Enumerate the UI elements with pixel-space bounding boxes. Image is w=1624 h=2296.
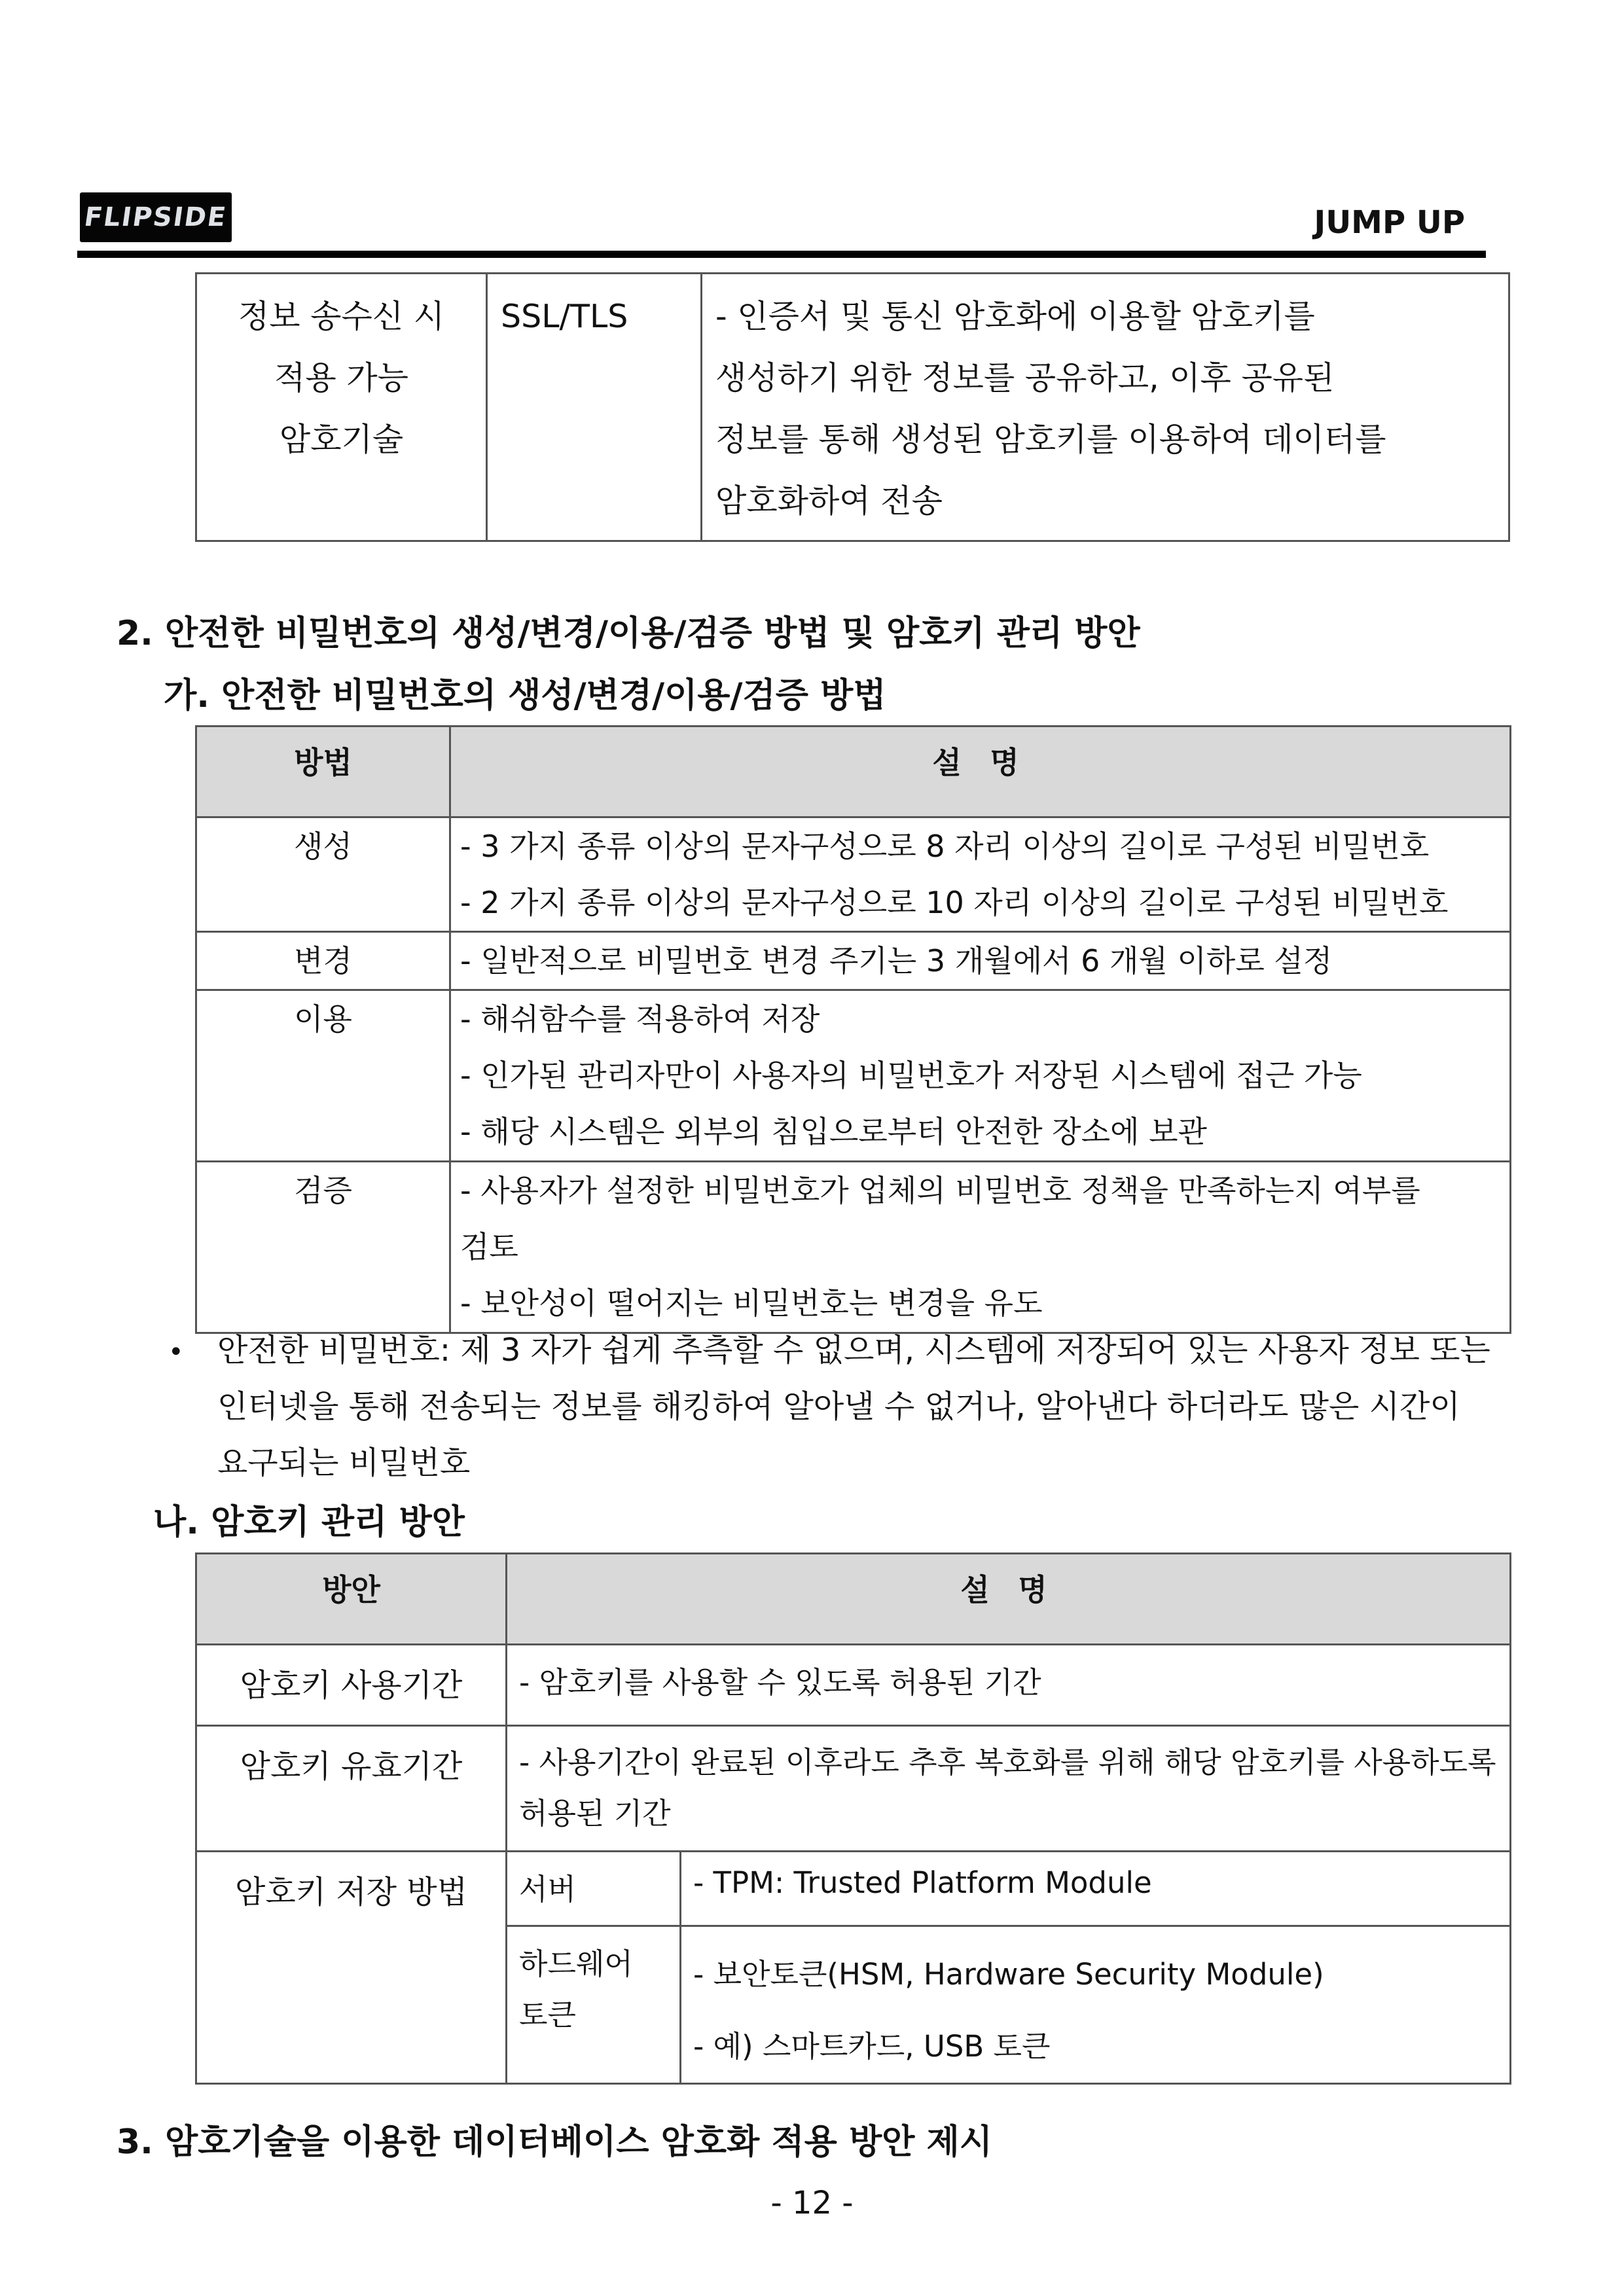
text-line: - 일반적으로 비밀번호 변경 주기는 3 개월에서 6 개월 이하로 설정 — [460, 943, 1333, 978]
header-rule — [77, 251, 1486, 258]
plan-cell: 암호키 유효기간 — [196, 1726, 507, 1852]
subsection-b-heading: 나. 암호키 관리 방안 — [153, 1503, 465, 1542]
table-row — [196, 274, 1509, 541]
method-cell: 생성 — [196, 817, 450, 932]
table-row — [196, 1726, 1511, 1852]
storage-desc-cell: - TPM: Trusted Platform Module — [681, 1852, 1511, 1926]
desc-cell — [450, 932, 1511, 990]
bullet-marker: • — [168, 1337, 184, 1367]
flipside-logo — [80, 192, 232, 242]
desc-cell — [507, 1726, 1511, 1852]
table-header-row — [196, 1554, 1511, 1645]
table-row — [196, 1162, 1511, 1333]
text-line: 허용된 기간 — [519, 1796, 671, 1831]
text-line: - 사용기간이 완료된 이후라도 추후 복호화를 위해 해당 암호키를 사용하도록 — [519, 1745, 1496, 1780]
storage-desc-cell — [681, 1926, 1511, 2084]
storage-type-cell: 서버 — [507, 1852, 681, 1926]
tech-desc-cell — [702, 274, 1509, 541]
text-line: - 인가된 관리자만이 사용자의 비밀번호가 저장된 시스템에 접근 가능 — [460, 1058, 1362, 1093]
text-line: 하드웨어 — [519, 1946, 633, 1981]
desc-cell — [450, 817, 1511, 932]
tech-category-cell — [196, 274, 487, 541]
text-line: - 사용자가 설정한 비밀번호가 업체의 비밀번호 정책을 만족하는지 여부를 — [460, 1173, 1420, 1208]
column-header-desc: 설 명 — [450, 726, 1511, 817]
text-line: - 해당 시스템은 외부의 침입으로부터 안전한 장소에 보관 — [460, 1114, 1207, 1149]
header-title: JUMP UP — [1314, 204, 1465, 241]
page-number: - 12 - — [770, 2185, 854, 2221]
text-line: 암호화하여 전송 — [715, 482, 943, 520]
text-line: 검토 — [460, 1229, 518, 1265]
text-line: - 예) 스마트카드, USB 토큰 — [693, 2029, 1051, 2064]
text-line: 토큰 — [519, 1998, 576, 2032]
logo-text: FLIPSIDE — [82, 202, 229, 232]
text-line: - 보안토큰(HSM, Hardware Security Module) — [693, 1957, 1324, 1992]
desc-cell — [450, 1162, 1511, 1333]
text-line: 생성하기 위한 정보를 공유하고, 이후 공유된 — [715, 359, 1335, 397]
text-line: 인터넷을 통해 전송되는 정보를 해킹하여 알아낼 수 없거나, 알아낸다 하더라도 많은 시간이 — [217, 1388, 1460, 1425]
text-line: - 3 가지 종류 이상의 문자구성으로 8 자리 이상의 길이로 구성된 비밀번호 — [460, 829, 1430, 864]
table-row — [196, 1852, 1511, 1926]
text-line: 적용 가능 — [274, 359, 408, 397]
table-header-row — [196, 726, 1511, 817]
text-line: - 2 가지 종류 이상의 문자구성으로 10 자리 이상의 길이로 구성된 비밀번호 — [460, 885, 1449, 920]
key-management-table — [195, 1552, 1511, 2085]
table-row — [196, 932, 1511, 990]
section-2-heading: 2. 안전한 비밀번호의 생성/변경/이용/검증 방법 및 암호키 관리 방안 — [117, 614, 1140, 653]
text-line: - 보안성이 떨어지는 비밀번호는 변경을 유도 — [460, 1285, 1043, 1321]
desc-cell: - 암호키를 사용할 수 있도록 허용된 기간 — [507, 1645, 1511, 1726]
tech-name-cell: SSL/TLS — [487, 274, 702, 541]
column-header-desc: 설 명 — [507, 1554, 1511, 1645]
table-row — [196, 817, 1511, 932]
crypto-tech-table — [195, 272, 1510, 542]
column-header-plan: 방안 — [196, 1554, 507, 1645]
section-3-heading: 3. 암호기술을 이용한 데이터베이스 암호화 적용 방안 제시 — [117, 2123, 992, 2162]
bullet-note — [217, 1322, 1500, 1491]
password-method-table — [195, 725, 1511, 1334]
method-cell: 변경 — [196, 932, 450, 990]
table-row — [196, 1645, 1511, 1726]
text-line: 안전한 비밀번호: 제 3 자가 쉽게 추측할 수 없으며, 시스템에 저장되어 있는 사용자 정보 또는 — [217, 1332, 1490, 1369]
subsection-a-heading: 가. 안전한 비밀번호의 생성/변경/이용/검증 방법 — [164, 676, 886, 715]
text-line: - 해쉬함수를 적용하여 저장 — [460, 1001, 820, 1037]
method-cell: 이용 — [196, 990, 450, 1162]
text-line: 요구되는 비밀번호 — [217, 1444, 471, 1481]
table-row — [196, 990, 1511, 1162]
plan-cell: 암호키 저장 방법 — [196, 1852, 507, 2084]
column-header-method: 방법 — [196, 726, 450, 817]
text-line: 정보 송수신 시 — [238, 298, 445, 335]
method-cell: 검증 — [196, 1162, 450, 1333]
desc-cell — [450, 990, 1511, 1162]
storage-type-cell — [507, 1926, 681, 2084]
plan-cell: 암호키 사용기간 — [196, 1645, 507, 1726]
text-line: 정보를 통해 생성된 암호키를 이용하여 데이터를 — [715, 421, 1386, 458]
text-line: 암호기술 — [279, 421, 404, 458]
text-line: - 인증서 및 통신 암호화에 이용할 암호키를 — [715, 298, 1315, 335]
